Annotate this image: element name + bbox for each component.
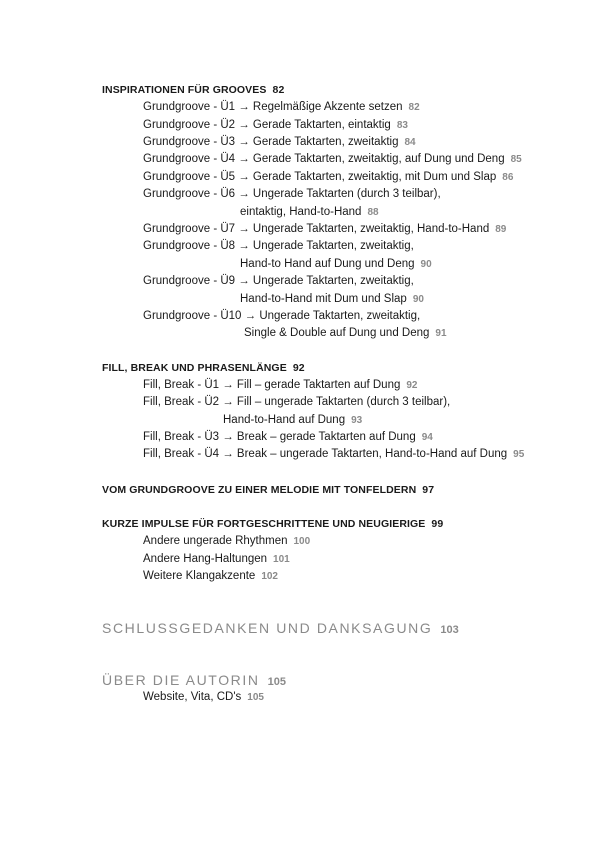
- page-number: 99: [431, 518, 444, 530]
- toc-entry-continuation[interactable]: [244, 326, 447, 341]
- toc-entry[interactable]: [143, 395, 450, 409]
- toc-entry[interactable]: [143, 447, 524, 462]
- toc-section-heading[interactable]: [102, 517, 443, 531]
- page-number: 90: [420, 259, 432, 270]
- toc-entry[interactable]: [143, 569, 278, 584]
- page-number: 100: [293, 536, 311, 547]
- page-number: 93: [351, 415, 363, 426]
- entry-title: Grundgroove - Ü8 → Ungerade Taktarten, zweitaktig,: [143, 240, 414, 252]
- section-title: FILL, BREAK UND PHRASENLÄNGE: [102, 362, 287, 374]
- page-number: 101: [273, 554, 290, 565]
- toc-entry[interactable]: [143, 274, 414, 288]
- entry-title-continuation: Single & Double auf Dung und Deng: [244, 327, 430, 339]
- page-number: 84: [404, 137, 416, 148]
- page-number: 83: [396, 120, 408, 131]
- toc-section-heading[interactable]: [102, 361, 305, 375]
- toc-entry[interactable]: [143, 187, 441, 201]
- page-number: 105: [247, 692, 264, 703]
- toc-entry[interactable]: [143, 309, 420, 323]
- entry-title: Fill, Break - Ü4 → Break – ungerade Taktarten, Hand-to-Hand auf Dung: [143, 448, 508, 460]
- toc-chapter-heading[interactable]: [102, 619, 459, 639]
- toc-entry[interactable]: [143, 100, 420, 115]
- page-number: 88: [367, 207, 379, 218]
- page-number: 103: [440, 624, 459, 636]
- toc-entry[interactable]: [143, 239, 414, 253]
- page-number: 90: [412, 294, 424, 305]
- section-title: INSPIRATIONEN FÜR GROOVES: [102, 84, 267, 96]
- toc-entry[interactable]: [143, 170, 513, 185]
- page-number: 82: [272, 84, 285, 96]
- page-number: 92: [406, 380, 418, 391]
- entry-title: Andere Hang-Haltungen: [143, 553, 268, 565]
- page-number: 82: [408, 102, 420, 113]
- entry-title: Website, Vita, CD's: [143, 691, 242, 703]
- entry-title: Fill, Break - Ü3 → Break – gerade Taktarten auf Dung: [143, 431, 416, 443]
- entry-title-continuation: eintaktig, Hand-to-Hand: [240, 206, 362, 218]
- toc-entry-continuation[interactable]: [240, 205, 379, 220]
- entry-title: Grundgroove - Ü4 → Gerade Taktarten, zweitaktig, auf Dung und Deng: [143, 153, 505, 165]
- toc-section-heading[interactable]: [102, 483, 434, 497]
- entry-title: Andere ungerade Rhythmen: [143, 535, 288, 547]
- page-number: 94: [421, 432, 433, 443]
- toc-entry[interactable]: [143, 118, 408, 133]
- entry-title: Grundgroove - Ü3 → Gerade Taktarten, zweitaktig: [143, 136, 399, 148]
- toc-entry[interactable]: [143, 222, 506, 237]
- page-number: 89: [495, 224, 507, 235]
- toc-entry[interactable]: [143, 152, 522, 167]
- entry-title: Grundgroove - Ü10 → Ungerade Taktarten, zweitaktig,: [143, 310, 421, 322]
- entry-title: Grundgroove - Ü5 → Gerade Taktarten, zweitaktig, mit Dum und Slap: [143, 171, 497, 183]
- page-number: 95: [513, 449, 525, 460]
- page-number: 86: [502, 172, 514, 183]
- entry-title: Fill, Break - Ü2 → Fill – ungerade Taktarten (durch 3 teilbar),: [143, 396, 451, 408]
- toc-entry-continuation[interactable]: [223, 413, 362, 428]
- page-number: 92: [292, 362, 305, 374]
- toc-entry-continuation[interactable]: [240, 292, 424, 307]
- page-number: 85: [510, 154, 522, 165]
- toc-section-heading[interactable]: [102, 83, 284, 97]
- entry-title: Grundgroove - Ü6 → Ungerade Taktarten (durch 3 teilbar),: [143, 188, 441, 200]
- page-number: 97: [422, 484, 435, 496]
- page-number: 102: [261, 571, 278, 582]
- page-number: 105: [267, 676, 286, 688]
- entry-title: Weitere Klangakzente: [143, 570, 256, 582]
- toc-entry[interactable]: [143, 135, 416, 150]
- entry-title-continuation: Hand-to-Hand auf Dung: [223, 414, 346, 426]
- section-title: KURZE IMPULSE FÜR FORTGESCHRITTENE UND NEUGIERIGE: [102, 518, 426, 530]
- entry-title-continuation: Hand-to-Hand mit Dum und Slap: [240, 293, 407, 305]
- toc-entry[interactable]: [143, 690, 264, 705]
- entry-title: Fill, Break - Ü1 → Fill – gerade Taktarten auf Dung: [143, 379, 401, 391]
- entry-title-continuation: Hand-to Hand auf Dung und Deng: [240, 258, 415, 270]
- section-title: VOM GRUNDGROOVE ZU EINER MELODIE MIT TONFELDERN: [102, 484, 417, 496]
- chapter-title: ÜBER DIE AUTORIN: [102, 672, 260, 688]
- chapter-title: SCHLUSSGEDANKEN UND DANKSAGUNG: [102, 620, 433, 636]
- toc-entry[interactable]: [143, 552, 290, 567]
- page-number: 91: [435, 328, 447, 339]
- entry-title: Grundgroove - Ü7 → Ungerade Taktarten, zweitaktig, Hand-to-Hand: [143, 223, 490, 235]
- toc-entry[interactable]: [143, 378, 418, 393]
- toc-entry[interactable]: [143, 534, 310, 549]
- entry-title: Grundgroove - Ü2 → Gerade Taktarten, eintaktig: [143, 119, 391, 131]
- entry-title: Grundgroove - Ü1 → Regelmäßige Akzente setzen: [143, 101, 403, 113]
- entry-title: Grundgroove - Ü9 → Ungerade Taktarten, zweitaktig,: [143, 275, 414, 287]
- toc-entry-continuation[interactable]: [240, 257, 432, 272]
- toc-chapter-heading[interactable]: [102, 671, 286, 691]
- toc-entry[interactable]: [143, 430, 433, 445]
